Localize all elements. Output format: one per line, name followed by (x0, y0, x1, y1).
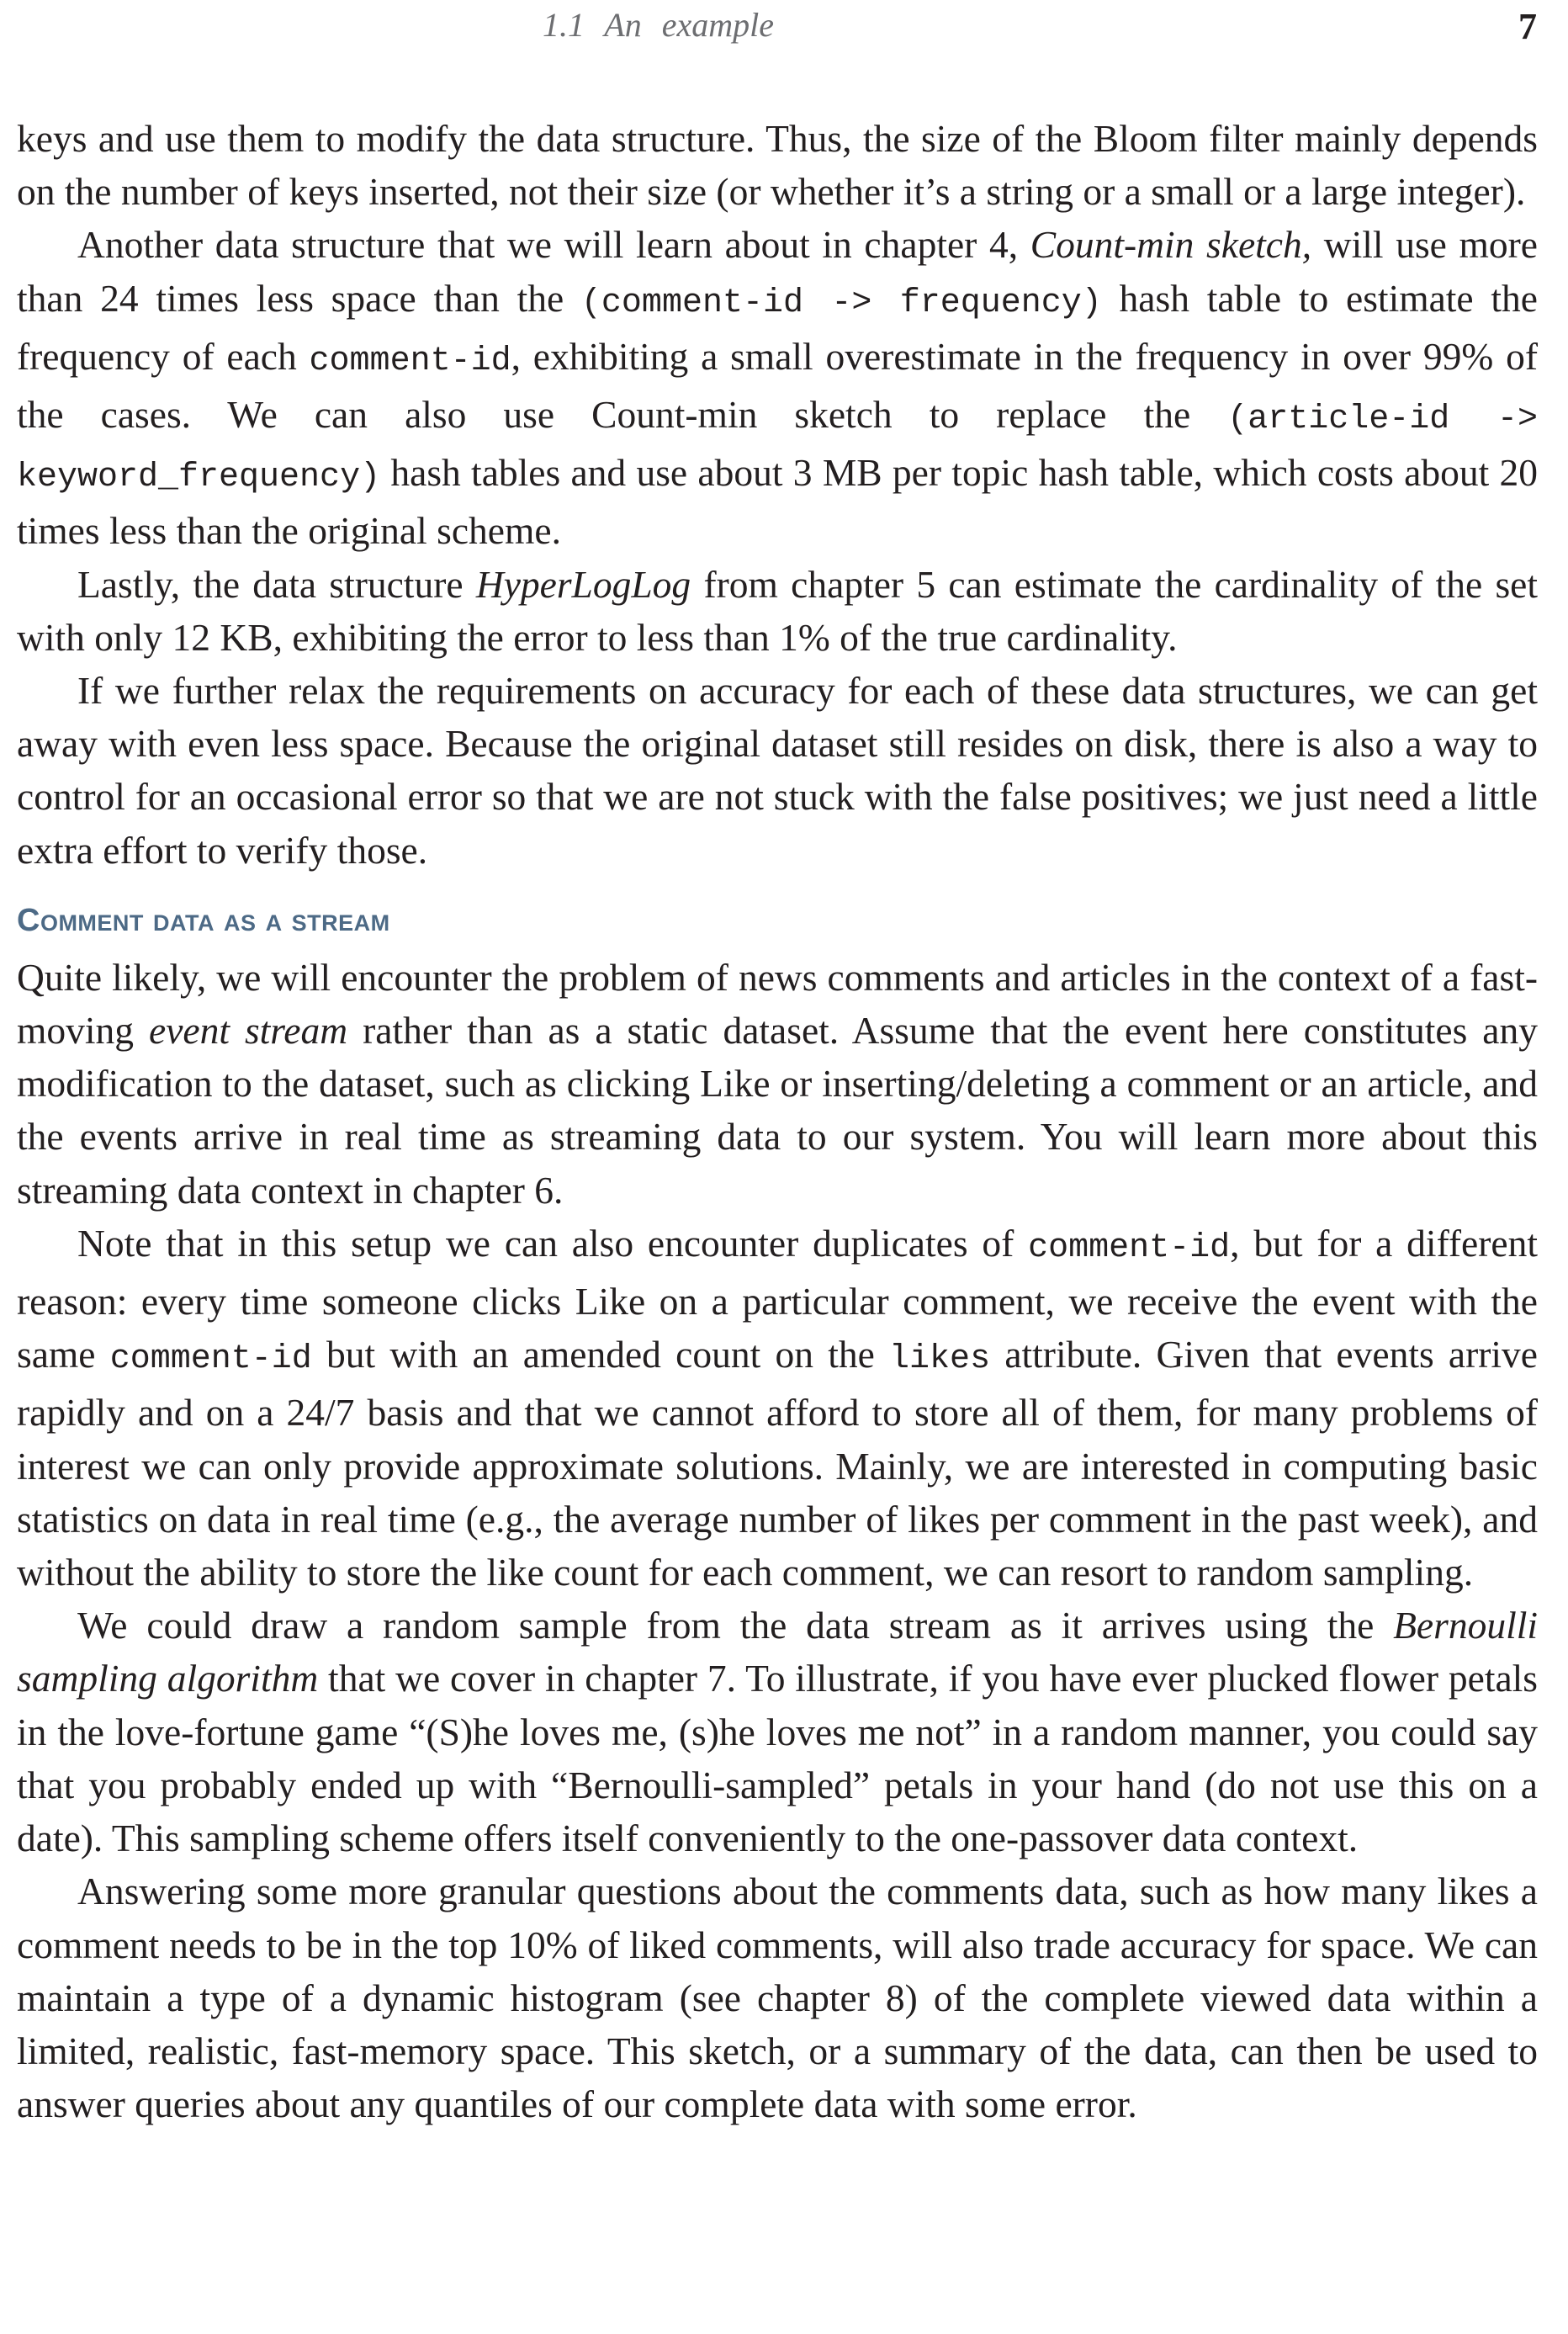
paragraph-6 (17, 1217, 1538, 1599)
text-run: hash tables and use about 3 MB per topic hash table, which costs about 20 times less than the original scheme. (17, 451, 1538, 553)
body-text (17, 112, 1538, 2130)
term-event-stream: event stream (149, 1009, 348, 1053)
code-comment-id: comment-id (109, 1340, 312, 1379)
text-run: Quite likely, we will encounter the problem of news comments and articles in the context of a fast-moving (17, 955, 1538, 1053)
code-likes: likes (889, 1340, 991, 1379)
code-comment-id: comment-id (1028, 1228, 1231, 1267)
text-run: Lastly, the data structure (77, 562, 476, 606)
section-heading: Comment data as a stream (17, 902, 390, 938)
term-count-min-sketch: Count-min sketch, (1030, 223, 1312, 267)
term-hyperloglog: HyperLogLog (475, 562, 691, 606)
text-run: from chapter 5 can estimate the cardinality of the set with only 12 KB, exhibiting the error to less than 1% of the true cardinality. (17, 562, 1538, 659)
code-comment-id-frequency: (comment-id -> frequency) (580, 284, 1102, 322)
text-run: attribute. Given that events arrive rapidly and on a 24/7 basis and that we cannot afford to store all of them, for many problems of interest we can only provide approximate solutions. Mainly, we are interested in computing basic statistics on data in real time (e.g., the average number of likes per comment in the past week), and without the ability to store the like count for each comment, we can resort to random sampling. (17, 1333, 1538, 1594)
paragraph-7 (17, 1599, 1538, 1865)
text-run: We could draw a random sample from the data stream as it arrives using the (77, 1604, 1394, 1647)
section-title: 1.1 An example (543, 6, 774, 44)
page-number: 7 (1518, 6, 1537, 47)
text-run: hash table to estimate the frequency of each (17, 276, 1538, 378)
text-run: rather than as a static dataset. Assume that the event here constitutes any modification to the dataset, such as clicking Like or inserting/deleting a comment or an article, and the events arrive in real time as streaming data to our system. You will learn more about this streaming data context in chapter 6. (17, 1009, 1538, 1212)
text-run: that we cover in chapter 7. To illustrate, if you have ever plucked flower petals in the love-fortune game “(S)he loves me, (s)he loves me not” in a random manner, you could say that you probably ended up with “Bernoulli-sampled” petals in your hand (do not use this on a date). This sampling scheme offers itself conveniently to the one-passover data context. (17, 1657, 1538, 1860)
paragraph-4: If we further relax the requirements on accuracy for each of these data structures, we can get away with even less space. Because the original dataset still resides on disk, there is also a way to control for an occasional error so that we are not stuck with the false positives; we just need a little extra effort to verify those. (17, 669, 1538, 872)
text-run: , but for a different reason: every time someone clicks Like on a particular comment, we receive the event with the same (17, 1221, 1538, 1377)
paragraph-2 (17, 218, 1538, 557)
code-comment-id: comment-id (309, 342, 511, 380)
paragraph-5 (17, 951, 1538, 1217)
term-bernoulli-sampling: Bernoulli sampling algorithm (17, 1604, 1538, 1700)
running-header (0, 5, 1568, 52)
paragraph-8: Answering some more granular questions about the comments data, such as how many likes a comment needs to be in the top 10% of liked comments, will also trade accuracy for space. We can maintain a type of a dynamic histogram (see chapter 8) of the complete viewed data within a limited, realistic, fast-memory space. This sketch, or a summary of the data, can then be used to answer queries about any quantiles of our complete data with some error. (17, 1870, 1538, 2126)
paragraph-1: keys and use them to modify the data structure. Thus, the size of the Bloom filter mainly depends on the number of keys inserted, not their size (or whether it’s a string or a small or a large integer). (17, 117, 1538, 214)
text-run: Note that in this setup we can also encounter duplicates of (77, 1221, 1029, 1265)
text-run: will use more than 24 times less space than the (17, 223, 1538, 320)
text-run: but with an amended count on the (311, 1333, 890, 1377)
paragraph-3 (17, 558, 1538, 664)
text-run: Another data structure that we will learn about in chapter 4, (77, 223, 1030, 267)
code-article-id-keyword-frequency: (article-id -> keyword_frequency) (17, 400, 1539, 497)
text-run: , exhibiting a small overestimate in the frequency in over 99% of the cases. We can also use Count-min sketch to replace the (17, 334, 1538, 437)
